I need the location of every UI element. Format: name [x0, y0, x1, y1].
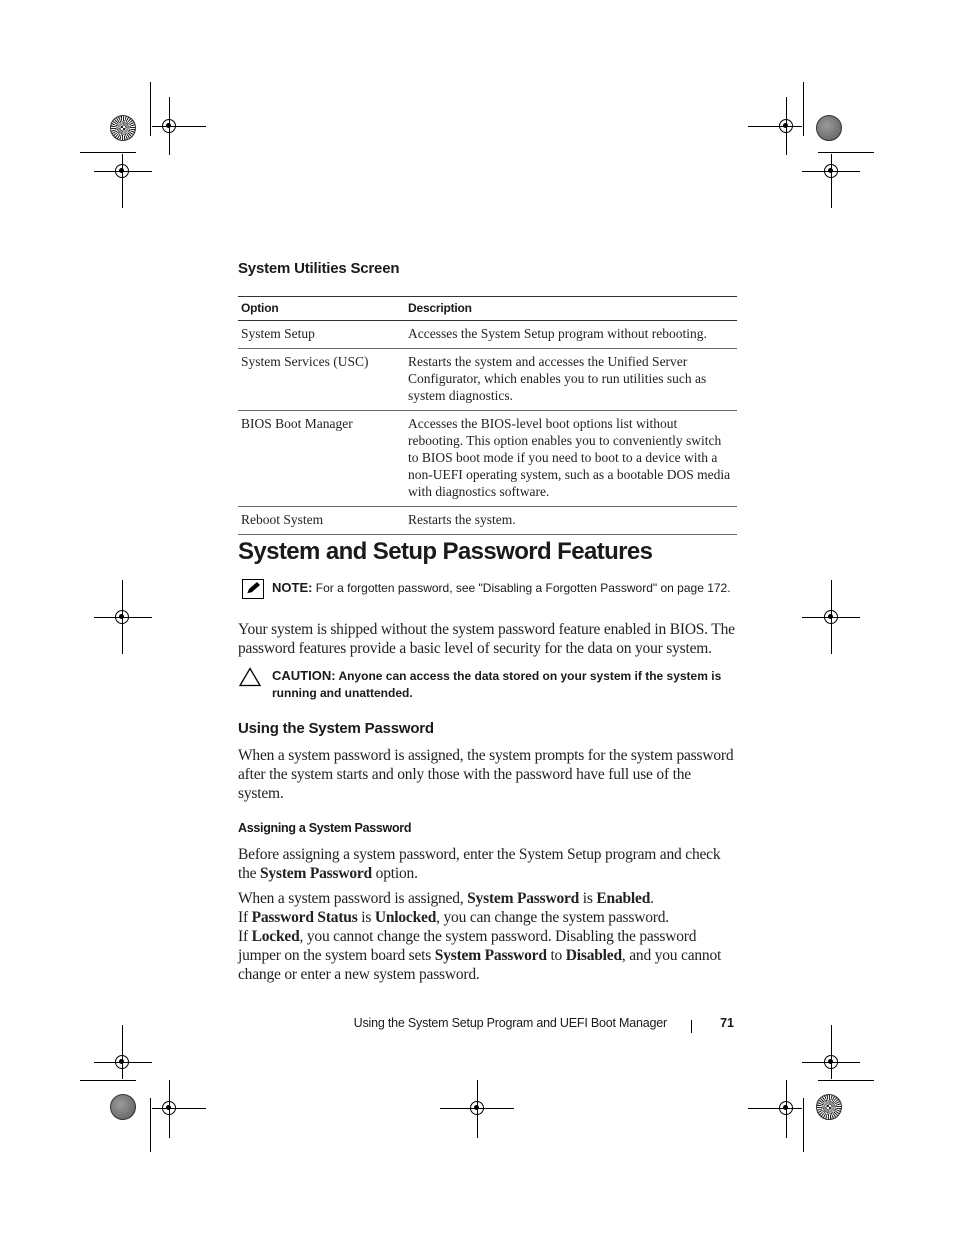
- note-text: For a forgotten password, see "Disabling a Forgotten Password" on page 172.: [315, 581, 731, 595]
- section-heading-password-features: System and Setup Password Features: [238, 538, 653, 565]
- footer-chapter-title: Using the System Setup Program and UEFI Boot Manager: [353, 1016, 667, 1030]
- table-header-row: [238, 297, 737, 321]
- text-run: is: [579, 890, 597, 907]
- assigning-paragraph-2: [238, 889, 737, 984]
- utilities-table: [238, 296, 737, 535]
- text-run: , and you cannot change or enter a new system password.: [238, 947, 722, 983]
- column-header-option: Option: [238, 297, 405, 321]
- registration-target-icon: [824, 164, 838, 178]
- text-run: , you cannot change the system password. Disabling the password jumper on the system board sets: [238, 928, 697, 964]
- table-cell-description: Restarts the system and accesses the Unified Server Configurator, which enables you to run utilities such as system diagnostics.: [405, 349, 737, 411]
- option-name: System Password: [260, 865, 372, 882]
- assigning-paragraph-1: [238, 845, 737, 883]
- table-cell-description: Accesses the BIOS-level boot options list without rebooting. This option enables you to conveniently switch to BIOS boot mode if you need to boot to a device with a non-UEFI operating system, such as a bootable DOS media with diagnostics software.: [405, 411, 737, 507]
- table-row: [238, 411, 737, 507]
- pencil-note-icon: [242, 579, 264, 599]
- table-row: [238, 507, 737, 535]
- registration-target-icon: [115, 610, 129, 624]
- table-cell-description: Restarts the system.: [405, 507, 737, 535]
- option-value: Unlocked: [374, 909, 437, 926]
- registration-target-icon: [824, 1055, 838, 1069]
- section-heading-utilities: System Utilities Screen: [238, 260, 400, 277]
- page-number: 71: [720, 1016, 734, 1030]
- registration-gray-icon: [110, 1094, 136, 1120]
- text-run: If: [238, 909, 252, 926]
- table-row: [238, 321, 737, 349]
- registration-target-icon: [470, 1101, 484, 1115]
- footer-separator: [691, 1020, 692, 1033]
- text-run: , you can change the system password.: [436, 909, 669, 926]
- text-run: If: [238, 928, 252, 945]
- table-cell-option: System Services (USC): [238, 349, 405, 411]
- option-name: System Password: [467, 890, 580, 907]
- registration-star-icon: [110, 115, 136, 141]
- registration-target-icon: [115, 164, 129, 178]
- registration-star-icon: [816, 1094, 842, 1120]
- note-label: NOTE:: [272, 580, 313, 595]
- registration-target-icon: [115, 1055, 129, 1069]
- table-cell-description: Accesses the System Setup program without rebooting.: [405, 321, 737, 349]
- option-value: Disabled: [565, 947, 622, 964]
- text-run: option.: [371, 865, 418, 882]
- section-heading-using-password: Using the System Password: [238, 720, 434, 737]
- caution-label: CAUTION:: [272, 668, 336, 683]
- password-intro-paragraph: Your system is shipped without the system password feature enabled in BIOS. The password features provide a basic level of security for the data on your system.: [238, 621, 735, 657]
- option-name: System Password: [434, 947, 547, 964]
- section-heading-assigning-password: Assigning a System Password: [238, 821, 412, 835]
- text-run: When a system password is assigned,: [238, 890, 468, 907]
- caution-box: [238, 667, 737, 702]
- table-cell-option: System Setup: [238, 321, 405, 349]
- caution-triangle-icon: [238, 667, 262, 687]
- text-run: Before assigning a system password, enter the System Setup program and check the: [238, 846, 721, 882]
- using-password-paragraph: When a system password is assigned, the system prompts for the system password after the system starts and only those with the password have full use of the system.: [238, 747, 734, 802]
- column-header-description: Description: [405, 297, 737, 321]
- option-value: Enabled: [596, 890, 651, 907]
- option-value: Locked: [251, 928, 300, 945]
- registration-target-icon: [779, 119, 793, 133]
- registration-target-icon: [824, 610, 838, 624]
- table-row: [238, 349, 737, 411]
- text-run: .: [650, 890, 654, 907]
- registration-gray-icon: [816, 115, 842, 141]
- table-cell-option: Reboot System: [238, 507, 405, 535]
- registration-target-icon: [162, 119, 176, 133]
- note-box: [238, 579, 737, 597]
- table-cell-option: BIOS Boot Manager: [238, 411, 405, 507]
- option-name: Password Status: [251, 909, 358, 926]
- text-run: is: [357, 909, 375, 926]
- registration-target-icon: [162, 1101, 176, 1115]
- text-run: to: [546, 947, 566, 964]
- registration-target-icon: [779, 1101, 793, 1115]
- caution-text: Anyone can access the data stored on your system if the system is running and unattended.: [272, 669, 722, 700]
